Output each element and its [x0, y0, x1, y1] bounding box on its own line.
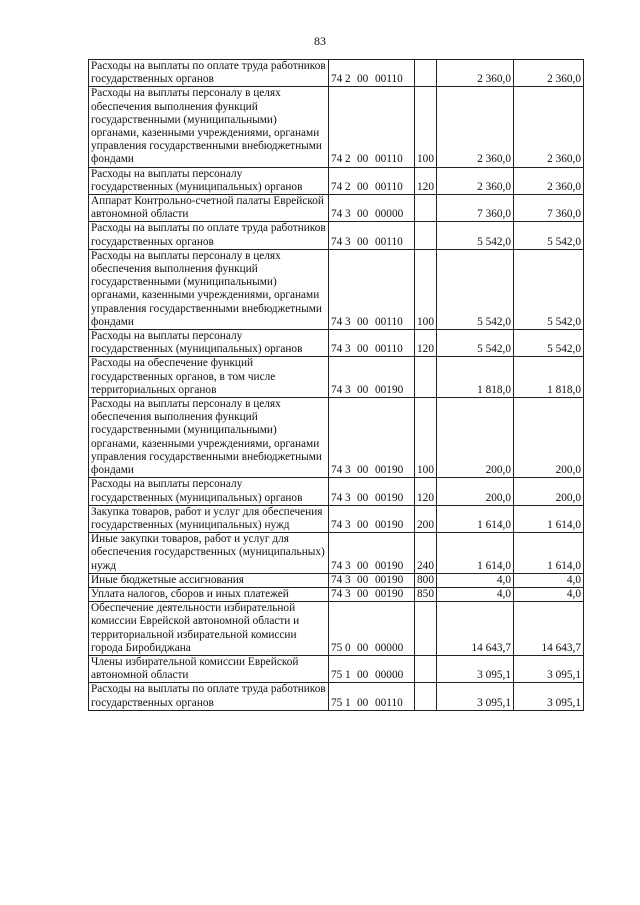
code-main-event: 00	[357, 235, 369, 248]
code-program: 74	[331, 73, 343, 86]
expense-name: Расходы на выплаты персоналу государственных (муниципальных) органов	[89, 167, 329, 194]
code-direction: 00190	[375, 464, 404, 477]
code-program: 75	[331, 641, 343, 654]
code-subprogram: 2	[345, 180, 351, 193]
code-subprogram: 0	[345, 641, 351, 654]
code-direction: 00190	[375, 383, 404, 396]
code-program: 74	[331, 153, 343, 166]
expense-name: Расходы на выплаты персоналу государственных (муниципальных) органов	[89, 330, 329, 357]
amount-second-year: 200,0	[514, 398, 584, 478]
amount-second-year: 2 360,0	[514, 87, 584, 167]
table-row	[89, 683, 584, 710]
code-program: 74	[331, 315, 343, 328]
code-direction: 00000	[375, 641, 404, 654]
code-main-event: 00	[357, 208, 369, 221]
table-row	[89, 167, 584, 194]
amount-first-year: 4,0	[437, 573, 514, 587]
expense-name: Расходы на выплаты по оплате труда работников государственных органов	[89, 222, 329, 249]
table-row	[89, 602, 584, 656]
code-program: 74	[331, 559, 343, 572]
table-row	[89, 87, 584, 167]
amount-second-year: 1 614,0	[514, 533, 584, 574]
code-main-event: 00	[357, 383, 369, 396]
amount-second-year: 1 818,0	[514, 357, 584, 398]
code-subprogram: 3	[345, 235, 351, 248]
code-main-event: 00	[357, 153, 369, 166]
expense-type-code: 800	[415, 573, 437, 587]
amount-second-year: 3 095,1	[514, 655, 584, 682]
amount-first-year: 200,0	[437, 478, 514, 505]
amount-first-year: 1 614,0	[437, 533, 514, 574]
amount-second-year: 2 360,0	[514, 60, 584, 87]
code-program: 74	[331, 518, 343, 531]
expense-name: Расходы на выплаты персоналу в целях обеспечения выполнения функций государственными (муниципальными) органами, казенными учреждениями, органами управления государственными внебюджетными фондами	[89, 249, 329, 329]
target-article-code	[329, 505, 415, 532]
expense-name: Уплата налогов, сборов и иных платежей	[89, 587, 329, 601]
target-article-code	[329, 87, 415, 167]
code-subprogram: 1	[345, 696, 351, 709]
code-main-event: 00	[357, 180, 369, 193]
expense-name: Члены избирательной комиссии Еврейской автономной области	[89, 655, 329, 682]
code-direction: 00000	[375, 208, 404, 221]
amount-second-year: 1 614,0	[514, 505, 584, 532]
expense-name: Расходы на выплаты персоналу в целях обеспечения выполнения функций государственными (муниципальными) органами, казенными учреждениями, органами управления государственными внебюджетными фондами	[89, 398, 329, 478]
amount-first-year: 2 360,0	[437, 60, 514, 87]
code-main-event: 00	[357, 559, 369, 572]
target-article-code	[329, 167, 415, 194]
code-main-event: 00	[357, 464, 369, 477]
code-main-event: 00	[357, 696, 369, 709]
table-row	[89, 478, 584, 505]
target-article-code	[329, 587, 415, 601]
amount-first-year: 7 360,0	[437, 195, 514, 222]
target-article-code	[329, 602, 415, 656]
amount-first-year: 5 542,0	[437, 330, 514, 357]
code-program: 74	[331, 491, 343, 504]
code-main-event: 00	[357, 491, 369, 504]
amount-first-year: 1 818,0	[437, 357, 514, 398]
amount-first-year: 2 360,0	[437, 167, 514, 194]
expense-type-code: 200	[415, 505, 437, 532]
target-article-code	[329, 478, 415, 505]
expense-type-code: 120	[415, 167, 437, 194]
code-main-event: 00	[357, 518, 369, 531]
code-main-event: 00	[357, 73, 369, 86]
code-main-event: 00	[357, 587, 369, 600]
code-program: 74	[331, 573, 343, 586]
expense-type-code	[415, 195, 437, 222]
code-direction: 00110	[375, 343, 403, 356]
target-article-code	[329, 357, 415, 398]
amount-second-year: 200,0	[514, 478, 584, 505]
code-subprogram: 3	[345, 343, 351, 356]
amount-second-year: 5 542,0	[514, 249, 584, 329]
expense-name: Иные закупки товаров, работ и услуг для обеспечения государственных (муниципальных) нужд	[89, 533, 329, 574]
code-subprogram: 3	[345, 464, 351, 477]
target-article-code	[329, 222, 415, 249]
amount-first-year: 4,0	[437, 587, 514, 601]
code-main-event: 00	[357, 641, 369, 654]
expense-type-code: 850	[415, 587, 437, 601]
code-program: 74	[331, 235, 343, 248]
expense-name: Аппарат Контрольно-счетной палаты Еврейской автономной области	[89, 195, 329, 222]
code-program: 74	[331, 587, 343, 600]
code-main-event: 00	[357, 343, 369, 356]
target-article-code	[329, 533, 415, 574]
expense-type-code	[415, 222, 437, 249]
expense-name: Расходы на выплаты персоналу государственных (муниципальных) органов	[89, 478, 329, 505]
table-row	[89, 60, 584, 87]
budget-table-body	[89, 60, 584, 711]
table-row	[89, 195, 584, 222]
code-subprogram: 3	[345, 383, 351, 396]
code-main-event: 00	[357, 573, 369, 586]
code-direction: 00110	[375, 235, 403, 248]
table-row	[89, 249, 584, 329]
expense-name: Расходы на обеспечение функций государственных органов, в том числе территориальных органов	[89, 357, 329, 398]
amount-first-year: 5 542,0	[437, 249, 514, 329]
expense-name: Расходы на выплаты по оплате труда работников государственных органов	[89, 683, 329, 710]
amount-second-year: 4,0	[514, 587, 584, 601]
amount-first-year: 200,0	[437, 398, 514, 478]
amount-first-year: 5 542,0	[437, 222, 514, 249]
code-direction: 00110	[375, 315, 403, 328]
code-subprogram: 2	[345, 153, 351, 166]
amount-first-year: 14 643,7	[437, 602, 514, 656]
code-subprogram: 3	[345, 587, 351, 600]
target-article-code	[329, 655, 415, 682]
expense-name: Закупка товаров, работ и услуг для обеспечения государственных (муниципальных) нужд	[89, 505, 329, 532]
expense-type-code	[415, 357, 437, 398]
page-number: 83	[314, 34, 326, 48]
code-subprogram: 2	[345, 73, 351, 86]
code-subprogram: 3	[345, 315, 351, 328]
table-row	[89, 222, 584, 249]
code-subprogram: 3	[345, 491, 351, 504]
expense-name: Расходы на выплаты персоналу в целях обеспечения выполнения функций государственными (муниципальными) органами, казенными учреждениями, органами управления государственными внебюджетными фондами	[89, 87, 329, 167]
amount-second-year: 7 360,0	[514, 195, 584, 222]
target-article-code	[329, 683, 415, 710]
amount-second-year: 14 643,7	[514, 602, 584, 656]
code-program: 74	[331, 180, 343, 193]
table-row	[89, 533, 584, 574]
expense-type-code: 100	[415, 87, 437, 167]
code-direction: 00190	[375, 573, 404, 586]
code-direction: 00000	[375, 669, 404, 682]
amount-second-year: 3 095,1	[514, 683, 584, 710]
code-direction: 00190	[375, 518, 404, 531]
code-subprogram: 3	[345, 208, 351, 221]
amount-second-year: 5 542,0	[514, 222, 584, 249]
code-direction: 00110	[375, 696, 403, 709]
code-program: 75	[331, 696, 343, 709]
expense-type-code	[415, 60, 437, 87]
code-main-event: 00	[357, 315, 369, 328]
target-article-code	[329, 330, 415, 357]
code-direction: 00110	[375, 180, 403, 193]
table-row	[89, 398, 584, 478]
expense-type-code: 100	[415, 249, 437, 329]
table-row	[89, 587, 584, 601]
code-subprogram: 3	[345, 573, 351, 586]
table-row	[89, 357, 584, 398]
table-row	[89, 573, 584, 587]
code-main-event: 00	[357, 669, 369, 682]
target-article-code	[329, 398, 415, 478]
budget-table	[88, 59, 584, 711]
expense-type-code: 120	[415, 478, 437, 505]
expense-type-code: 240	[415, 533, 437, 574]
code-subprogram: 1	[345, 669, 351, 682]
table-row	[89, 505, 584, 532]
amount-second-year: 5 542,0	[514, 330, 584, 357]
code-direction: 00110	[375, 73, 403, 86]
expense-type-code	[415, 655, 437, 682]
target-article-code	[329, 60, 415, 87]
code-program: 74	[331, 383, 343, 396]
code-direction: 00190	[375, 491, 404, 504]
amount-second-year: 2 360,0	[514, 167, 584, 194]
code-program: 74	[331, 208, 343, 221]
code-program: 75	[331, 669, 343, 682]
expense-type-code: 120	[415, 330, 437, 357]
amount-first-year: 3 095,1	[437, 655, 514, 682]
expense-name: Обеспечение деятельности избирательной комиссии Еврейской автономной области и территориальной избирательной комиссии города Биробиджана	[89, 602, 329, 656]
code-subprogram: 3	[345, 559, 351, 572]
expense-name: Расходы на выплаты по оплате труда работников государственных органов	[89, 60, 329, 87]
code-direction: 00110	[375, 153, 403, 166]
target-article-code	[329, 195, 415, 222]
table-row	[89, 655, 584, 682]
expense-type-code	[415, 602, 437, 656]
expense-type-code: 100	[415, 398, 437, 478]
code-direction: 00190	[375, 587, 404, 600]
code-program: 74	[331, 343, 343, 356]
table-row	[89, 330, 584, 357]
code-program: 74	[331, 464, 343, 477]
target-article-code	[329, 573, 415, 587]
expense-type-code	[415, 683, 437, 710]
amount-second-year: 4,0	[514, 573, 584, 587]
code-direction: 00190	[375, 559, 404, 572]
amount-first-year: 1 614,0	[437, 505, 514, 532]
code-subprogram: 3	[345, 518, 351, 531]
amount-first-year: 3 095,1	[437, 683, 514, 710]
target-article-code	[329, 249, 415, 329]
expense-name: Иные бюджетные ассигнования	[89, 573, 329, 587]
amount-first-year: 2 360,0	[437, 87, 514, 167]
